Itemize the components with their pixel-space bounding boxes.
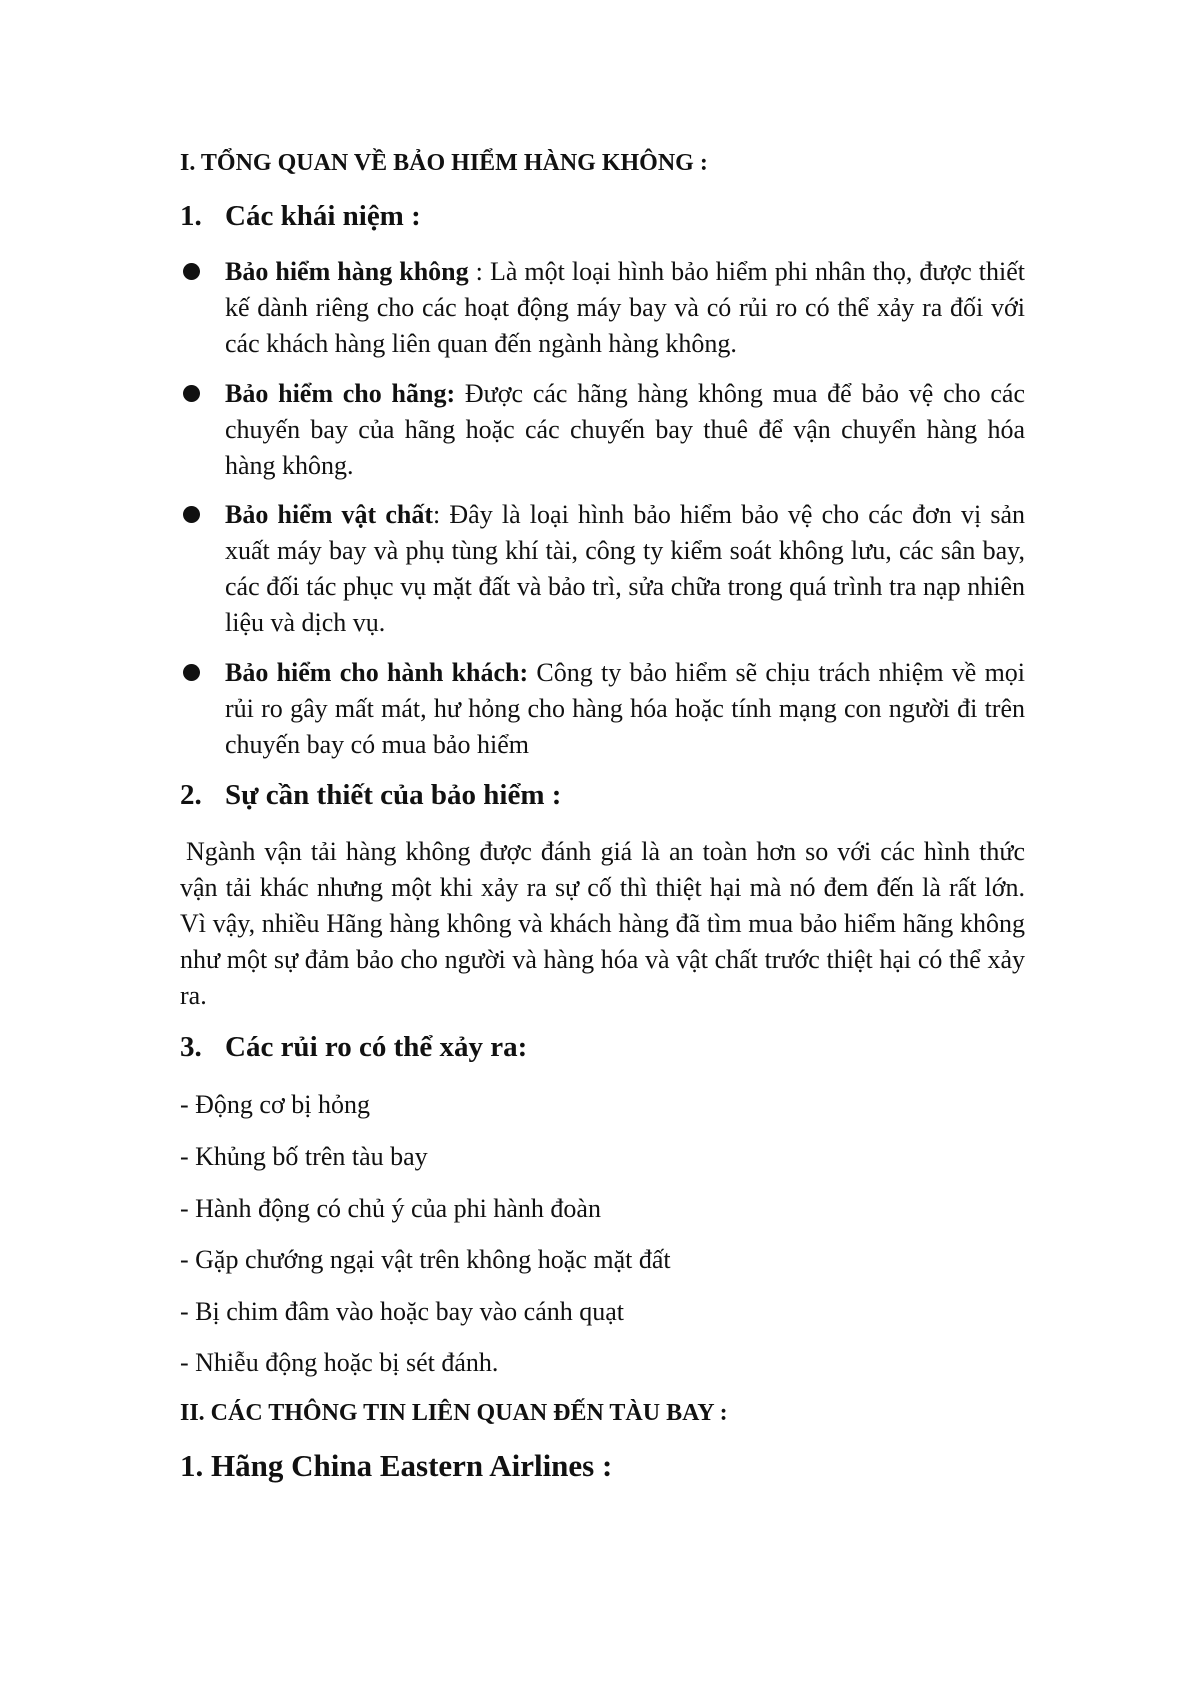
subsection-2-title <box>180 777 1025 813</box>
bullet-term: Bảo hiểm cho hãng: <box>225 379 456 408</box>
bullet-term: Bảo hiểm vật chất <box>225 500 434 529</box>
subsection-2-number: 2. <box>180 779 202 811</box>
list-item <box>183 655 1025 763</box>
subsection-1-text: Các khái niệm : <box>225 200 421 232</box>
bullet-text: Được các hãng hàng không mua để bảo vệ cho các chuyến bay của hãng hoặc các chuyến bay thuê để vận chuyển hàng hóa hàng không. <box>225 379 1026 480</box>
section-2-subsection-1-title: 1. Hãng China Eastern Airlines : <box>180 1448 613 1483</box>
subsection-1-title <box>180 198 1025 234</box>
risk-item: - Hành động có chủ ý của phi hành đoàn <box>180 1194 601 1223</box>
section-2-heading: II. CÁC THÔNG TIN LIÊN QUAN ĐẾN TÀU BAY : <box>180 1400 728 1426</box>
necessity-paragraph: Ngành vận tải hàng không được đánh giá là an toàn hơn so với các hình thức vận tải khác nhưng một khi xảy ra sự cố thì thiệt hại mà nó đem đến là rất lớn. Vì vậy, nhiều Hãng hàng không và khách hàng đã tìm mua bảo hiểm hãng không như một sự đảm bảo cho người và hàng hóa và vật chất trước thiệt hại có thể xảy ra. <box>180 837 1025 1010</box>
bullet-term: Bảo hiểm cho hành khách: <box>225 658 529 687</box>
bullet-text: Đây là loại hình bảo hiểm bảo vệ cho các đơn vị sản xuất máy bay và phụ tùng khí tài, công ty kiểm soát không lưu, các sân bay, các đối tác phục vụ mặt đất và bảo trì, sửa chữa trong quá trình tra nạp nhiên liệu và dịch vụ. <box>225 500 1025 637</box>
risk-item: - Động cơ bị hỏng <box>180 1090 370 1119</box>
bullet-icon <box>183 263 200 280</box>
bullet-separator <box>455 379 465 408</box>
bullet-separator: : <box>468 257 490 286</box>
bullet-term: Bảo hiểm hàng không <box>225 257 469 286</box>
list-item <box>183 497 1025 641</box>
bullet-text: Là một loại hình bảo hiểm phi nhân thọ, được thiết kế dành riêng cho các hoạt động máy bay và có rủi ro có thể xảy ra đối với các khách hàng liên quan đến ngành hàng không. <box>225 257 1025 358</box>
subsection-3-title <box>180 1029 1025 1065</box>
bullet-separator: : <box>433 500 450 529</box>
list-item <box>183 254 1025 362</box>
subsection-1-number: 1. <box>180 200 202 232</box>
subsection-3-number: 3. <box>180 1031 202 1063</box>
risk-item: - Gặp chướng ngại vật trên không hoặc mặt đất <box>180 1245 671 1274</box>
bullet-icon <box>183 664 200 681</box>
list-item <box>183 376 1025 484</box>
risk-item: - Khủng bố trên tàu bay <box>180 1142 428 1171</box>
bullet-icon <box>183 506 200 523</box>
risk-item: - Bị chim đâm vào hoặc bay vào cánh quạt <box>180 1297 625 1326</box>
subsection-3-text: Các rủi ro có thể xảy ra: <box>225 1031 528 1063</box>
section-1-heading: I. TỔNG QUAN VỀ BẢO HIỂM HÀNG KHÔNG : <box>180 150 708 176</box>
bullet-icon <box>183 385 200 402</box>
risk-item: - Nhiễu động hoặc bị sét đánh. <box>180 1348 499 1377</box>
bullet-text: Công ty bảo hiểm sẽ chịu trách nhiệm về mọi rủi ro gây mất mát, hư hỏng cho hàng hóa hoặc tính mạng con người đi trên chuyến bay có mua bảo hiểm <box>225 658 1026 759</box>
subsection-2-text: Sự cần thiết của bảo hiểm : <box>225 779 562 811</box>
